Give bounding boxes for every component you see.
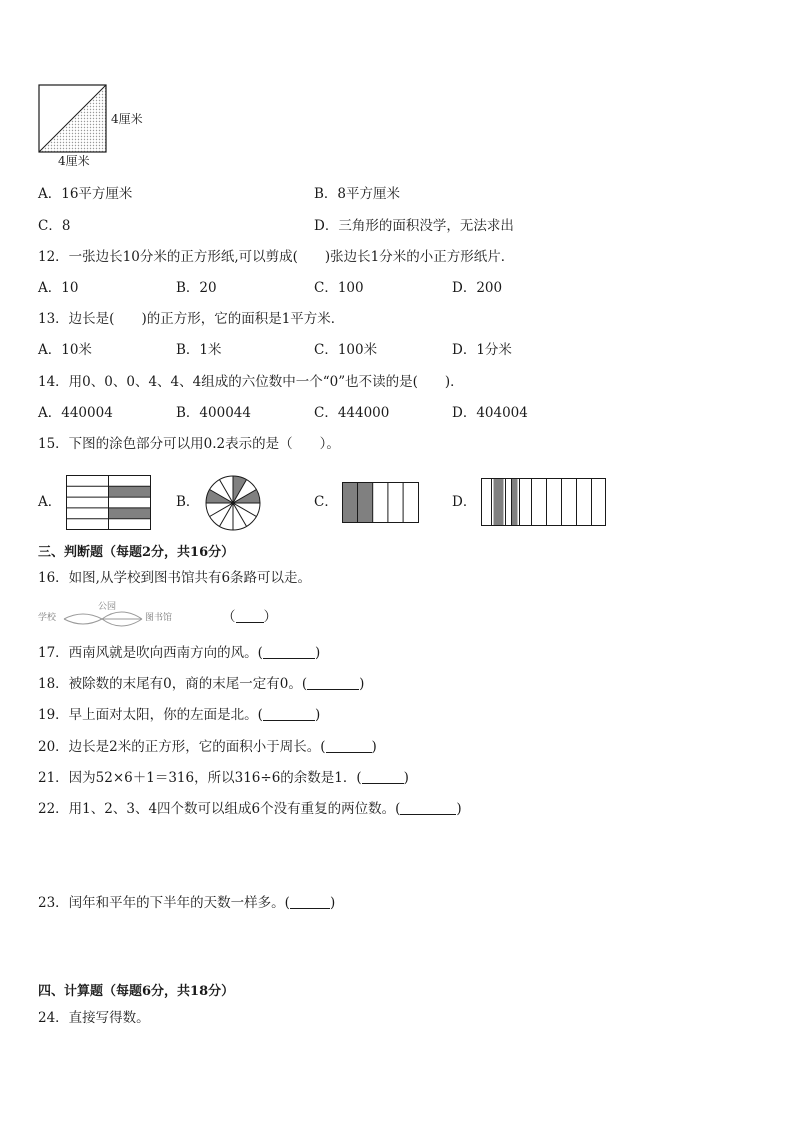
q13-option-b: B．1米 bbox=[176, 342, 222, 358]
q17-item bbox=[38, 646, 320, 661]
q12-option-c: C．100 bbox=[314, 280, 364, 296]
q13-option-a: A．10米 bbox=[38, 342, 92, 358]
q16-question: 16．如图,从学校到图书馆共有6条路可以走。 bbox=[38, 570, 312, 586]
figure-a-grid bbox=[66, 475, 152, 531]
q15-option-a: A． bbox=[38, 494, 62, 510]
q12-option-d: D．200 bbox=[452, 280, 503, 296]
q23-answer-blank[interactable] bbox=[290, 896, 330, 909]
q22-close: ) bbox=[456, 801, 462, 817]
figure-b-circle bbox=[204, 474, 262, 532]
q21-close: ) bbox=[403, 770, 409, 786]
q22-item bbox=[38, 802, 462, 817]
q18-text: 18．被除数的末尾有0，商的末尾一定有0。( bbox=[38, 676, 308, 692]
q22-answer-blank[interactable] bbox=[400, 802, 456, 815]
q15-question: 15．下图的涂色部分可以用0.2表示的是（ ）。 bbox=[38, 436, 340, 452]
section-4-heading: 四、计算题（每题6分，共18分） bbox=[38, 984, 235, 999]
q12-option-a: A．10 bbox=[38, 280, 79, 296]
paren-close: ） bbox=[263, 609, 277, 625]
section-3-heading: 三、判断题（每题2分，共16分） bbox=[38, 545, 235, 560]
q20-answer-blank[interactable] bbox=[326, 740, 372, 753]
q13-question: 13．边长是( )的正方形，它的面积是1平方米． bbox=[38, 311, 345, 327]
q21-answer-blank[interactable] bbox=[362, 771, 404, 784]
q14-option-a: A．440004 bbox=[38, 405, 113, 421]
q19-text: 19．早上面对太阳，你的左面是北。( bbox=[38, 707, 263, 723]
q14-option-d: D．404004 bbox=[452, 405, 528, 421]
q23-text: 23．闰年和平年的下半年的天数一样多。( bbox=[38, 895, 290, 911]
q23-close: ) bbox=[329, 895, 336, 911]
q17-close: ) bbox=[314, 645, 321, 661]
q16-answer-blank[interactable] bbox=[222, 610, 277, 625]
q17-text: 17．西南风就是吹向西南方向的风。( bbox=[38, 645, 263, 661]
q20-item bbox=[38, 740, 377, 755]
q12-question: 12．一张边长10分米的正方形纸,可以剪成( )张边长1分米的小正方形纸片． bbox=[38, 249, 515, 265]
q14-option-b: B．400044 bbox=[176, 405, 251, 421]
map-library-label: 图书馆 bbox=[145, 613, 173, 623]
q18-item bbox=[38, 677, 364, 692]
q11-option-c: C．8 bbox=[38, 218, 71, 234]
q19-item bbox=[38, 708, 320, 723]
q17-answer-blank[interactable] bbox=[263, 646, 315, 659]
q22-text: 22．用1、2、3、4四个数可以组成6个没有重复的两位数。( bbox=[38, 801, 401, 817]
q12-option-b: B．20 bbox=[176, 280, 217, 296]
q18-answer-blank[interactable] bbox=[307, 677, 359, 690]
square-figure bbox=[38, 84, 118, 164]
q20-text: 20．边长是2米的正方形，它的面积小于周长。( bbox=[38, 739, 326, 755]
paren-open: （ bbox=[222, 609, 236, 625]
q21-item bbox=[38, 771, 409, 786]
map-park-label: 公园 bbox=[98, 602, 117, 612]
q11-option-b: B．8平方厘米 bbox=[314, 186, 401, 202]
q11-option-a: A．16平方厘米 bbox=[38, 186, 133, 202]
q14-option-c: C．444000 bbox=[314, 405, 390, 421]
q19-answer-blank[interactable] bbox=[263, 708, 315, 721]
bottom-length-label: 4厘米 bbox=[58, 154, 90, 168]
side-length-label: 4厘米 bbox=[111, 112, 143, 126]
q15-option-d: D． bbox=[452, 494, 477, 510]
q11-option-d: D．三角形的面积没学，无法求出 bbox=[314, 218, 514, 234]
map-school-label: 学校 bbox=[38, 613, 57, 623]
q19-close: ) bbox=[314, 707, 321, 723]
q24-question: 24．直接写得数。 bbox=[38, 1010, 150, 1026]
q13-option-d: D．1分米 bbox=[452, 342, 512, 358]
figure-c-bars bbox=[342, 482, 420, 524]
q13-option-c: C．100米 bbox=[314, 342, 378, 358]
q21-text: 21．因为52×6＋1＝316，所以316÷6的余数是1．( bbox=[38, 770, 362, 786]
q15-option-b: B． bbox=[176, 494, 200, 510]
q18-close: ) bbox=[359, 676, 365, 692]
q15-option-c: C． bbox=[314, 494, 338, 510]
q14-question: 14．用0、0、0、4、4、4组成的六位数中一个“0”也不读的是( )． bbox=[38, 374, 464, 390]
q23-item bbox=[38, 896, 335, 911]
figure-d-bars bbox=[481, 478, 607, 527]
q20-close: ) bbox=[371, 739, 377, 755]
